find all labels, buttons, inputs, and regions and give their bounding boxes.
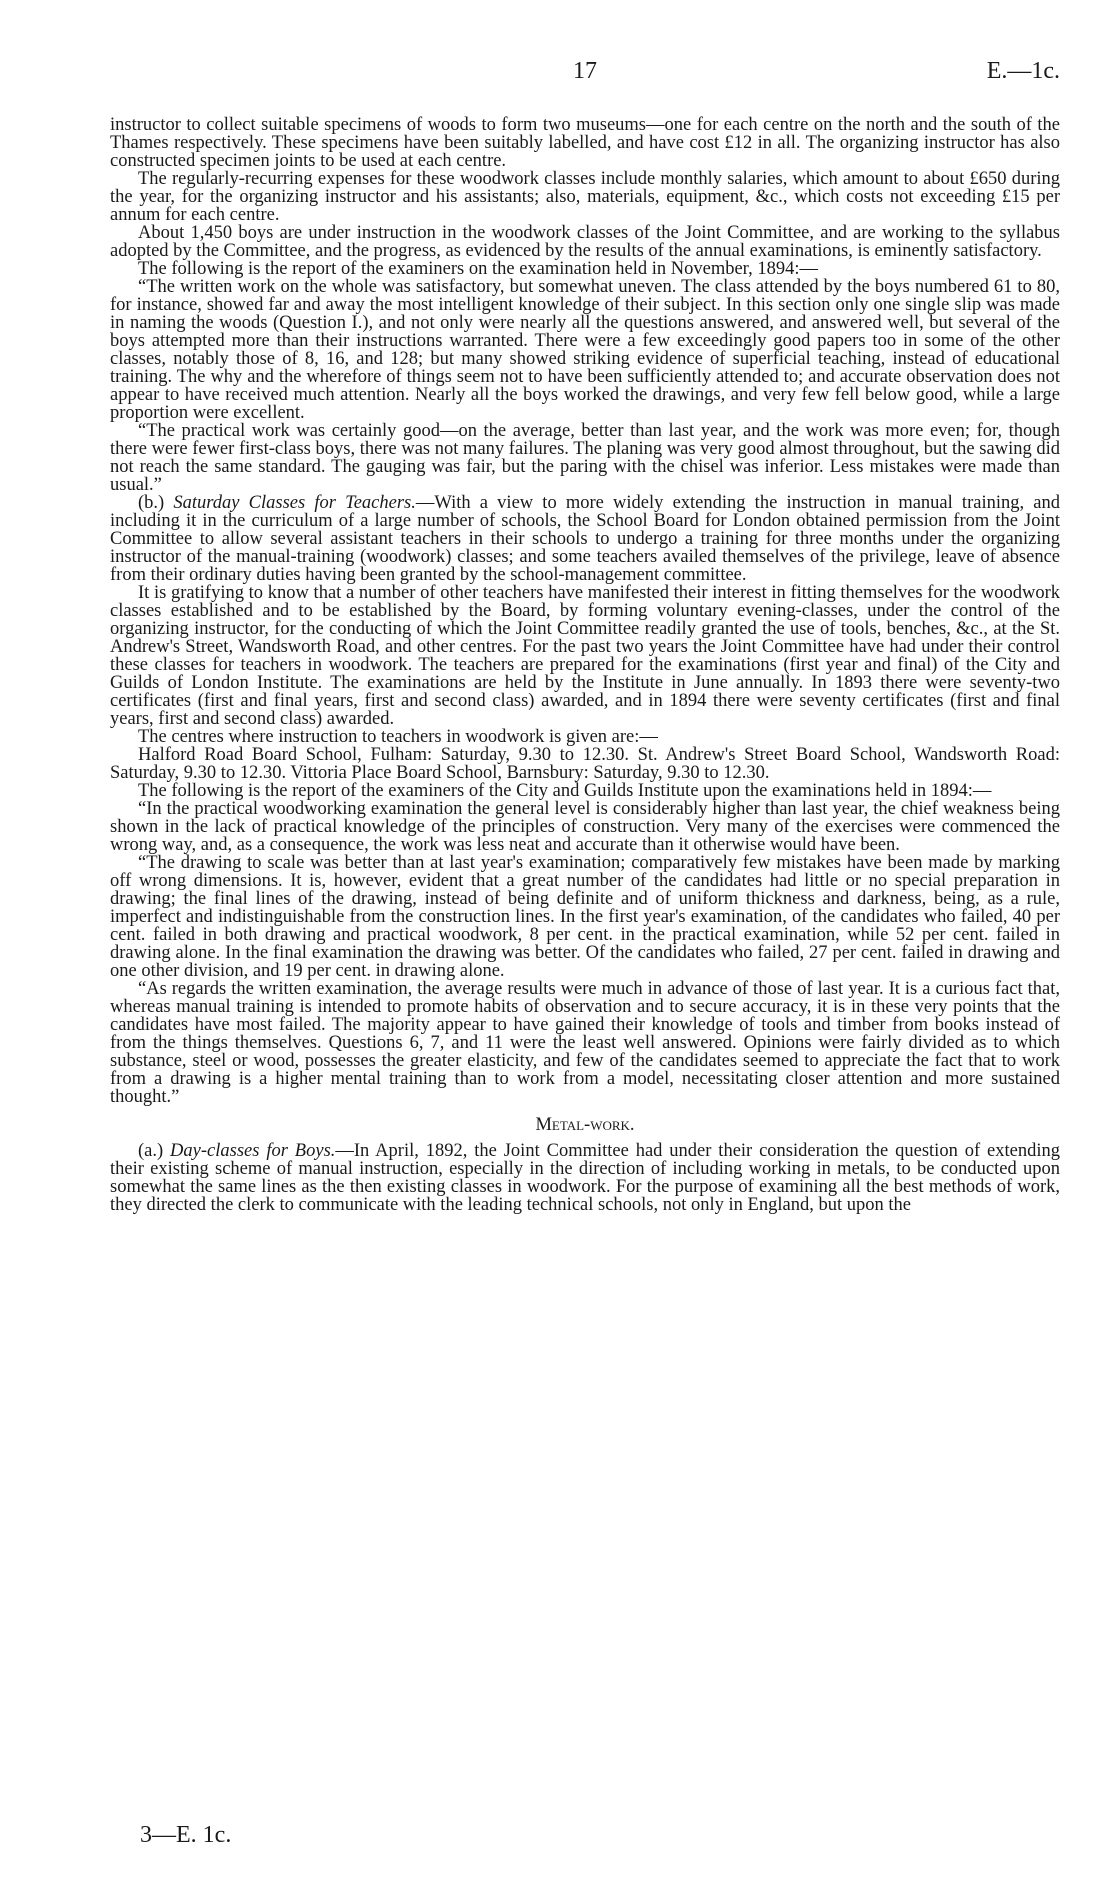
paragraph-7-label: (b.)	[138, 493, 174, 513]
paragraph-3: About 1,450 boys are under instruction in the woodwork classes of the Joint Committee, and are working to the syllabus adopted by the Committee, and the progress, as evidenced by the results of the annual examinations, is eminently satisfactory.	[110, 223, 1060, 261]
paragraph-1: instructor to collect suitable specimens of woods to form two museums—one for each centre on the north and the south of the Thames respectively. These specimens have been suitably labelled, and have cost £12 in all. The organizing instructor has also constructed specimen joints to be used at each centre.	[110, 115, 1060, 171]
paragraph-9: The centres where instruction to teachers in woodwork is given are:—	[138, 727, 658, 747]
paragraph-7	[110, 494, 1060, 584]
signature-mark: 3—E. 1c.	[140, 1822, 232, 1848]
paragraph-15-text: —In April, 1892, the Joint Committee had under their consideration the question of extending their existing scheme of manual instruction, especially in the direction of including working in metals, to be conducted upon somewhat the same lines as the then existing classes in woodwork. For the purpose of examining all the best methods of work, they directed the clerk to communicate with the leading technical schools, not only in England, but upon the	[110, 1141, 1060, 1215]
paragraph-5: “The written work on the whole was satisfactory, but somewhat uneven. The class attended by the boys numbered 61 to 80, for instance, showed far and away the most intelligent knowledge of their subject. In this section only one single slip was made in naming the woods (Question I.), and not only were nearly all the questions answered, and answered well, but several of the boys attempted more than their instructions warranted. There were a few exceedingly good papers too in some of the other classes, notably those of 8, 16, and 128; but many showed striking evidence of superficial teaching, instead of educational training. The why and the wherefore of things seem not to have been sufficiently attended to; and accurate observation does not appear to have received much attention. Nearly all the boys worked the drawings, and very few fell below good, while a large proportion were excellent.	[110, 277, 1060, 423]
paragraph-7-title: Saturday Classes for Teachers.	[173, 493, 416, 513]
page-header	[110, 58, 1060, 90]
paragraph-2: The regularly-recurring expenses for these woodwork classes include monthly salaries, which amount to about £650 during the year, for the organizing instructor and his assistants; also, materials, equipment, &c., which costs not exceeding £15 per annum for each centre.	[110, 169, 1060, 225]
paragraph-8: It is gratifying to know that a number of other teachers have manifested their interest in fitting themselves for the woodwork classes established and to be established by the Board, by forming voluntary evening-classes, under the control of the organizing instructor, for the conducting of which the Joint Committee readily granted the use of tools, benches, &c., at the St. Andrew's Street, Wandsworth Road, and other centres. For the past two years the Joint Committee have had under their control these classes for teachers in woodwork. The teachers are prepared for the examinations (first year and final) of the City and Guilds of London Institute. The examinations are held by the Institute in June annually. In 1893 there were seventy-two certificates (first and final years, first and second class) awarded, and in 1894 there were seventy certificates (first and final years, first and second class) awarded.	[110, 583, 1060, 729]
paragraph-12: “In the practical woodworking examination the general level is considerably higher than last year, the chief weakness being shown in the lack of practical knowledge of the principles of construction. Very many of the exercises were commenced the wrong way, and, as a consequence, the work was less neat and accurate than it otherwise would have been.	[110, 799, 1060, 855]
paragraph-6: “The practical work was certainly good—on the average, better than last year, and the work was more even; for, though there were fewer first-class boys, there was not many failures. The planing was very good almost throughout, but the sawing did not reach the same standard. The gauging was fair, but the paring with the chisel was inferior. Less mistakes were made than usual.”	[110, 421, 1060, 495]
document-reference: E.—1c.	[986, 58, 1060, 84]
section-heading-metal-work: Metal-work.	[535, 1115, 635, 1135]
paragraph-15-label: (a.)	[138, 1141, 171, 1161]
paragraph-15	[110, 1142, 1060, 1214]
paragraph-13: “The drawing to scale was better than at last year's examination; comparatively few mistakes have been made by marking off wrong dimensions. It is, however, evident that a great number of the candidates had little or no special preparation in drawing; the final lines of the drawing, instead of being definite and of uniform thickness and darkness, being, as a rule, imperfect and indistinguishable from the construction lines. In the first year's examination, of the candidates who failed, 40 per cent. failed in both drawing and practical woodwork, 8 per cent. in the practical examination, while 52 per cent. failed in drawing alone. In the final examination the drawing was better. Of the candidates who failed, 27 per cent. failed in drawing and one other division, and 19 per cent. in drawing alone.	[110, 853, 1060, 981]
page-number: 17	[573, 58, 597, 84]
paragraph-11: The following is the report of the examiners of the City and Guilds Institute upon the examinations held in 1894:—	[138, 781, 992, 801]
paragraph-10: Halford Road Board School, Fulham: Saturday, 9.30 to 12.30. St. Andrew's Street Board School, Wandsworth Road: Saturday, 9.30 to 12.30. Vittoria Place Board School, Barnsbury: Saturday, 9.30 to 12.30.	[110, 745, 1060, 783]
paragraph-15-title: Day-classes for Boys.	[170, 1141, 336, 1161]
paragraph-4: The following is the report of the examiners on the examination held in November, 1894:—	[138, 259, 818, 279]
paragraph-7-text: —With a view to more widely extending the instruction in manual training, and including it in the curriculum of a large number of schools, the School Board for London obtained permission from the Joint Committee to allow several assistant teachers in their schools to undergo a training for three months under the organizing instructor of the manual-training (woodwork) classes; and some teachers availed themselves of the privilege, leave of absence from their ordinary duties having been granted by the school-management committee.	[110, 493, 1060, 585]
body-text	[110, 116, 1060, 1214]
paragraph-14: “As regards the written examination, the average results were much in advance of those of last year. It is a curious fact that, whereas manual training is intended to promote habits of observation and to secure accuracy, it is in these very points that the candidates have most failed. The majority appear to have gained their knowledge of tools and timber from books instead of from the things themselves. Questions 6, 7, and 11 were the least well answered. Opinions were fairly divided as to which substance, steel or wood, possesses the greater elasticity, and few of the candidates seemed to appreciate the fact that to work from a drawing is a higher mental training than to work from a model, necessitating closer attention and more sustained thought.”	[110, 979, 1060, 1107]
